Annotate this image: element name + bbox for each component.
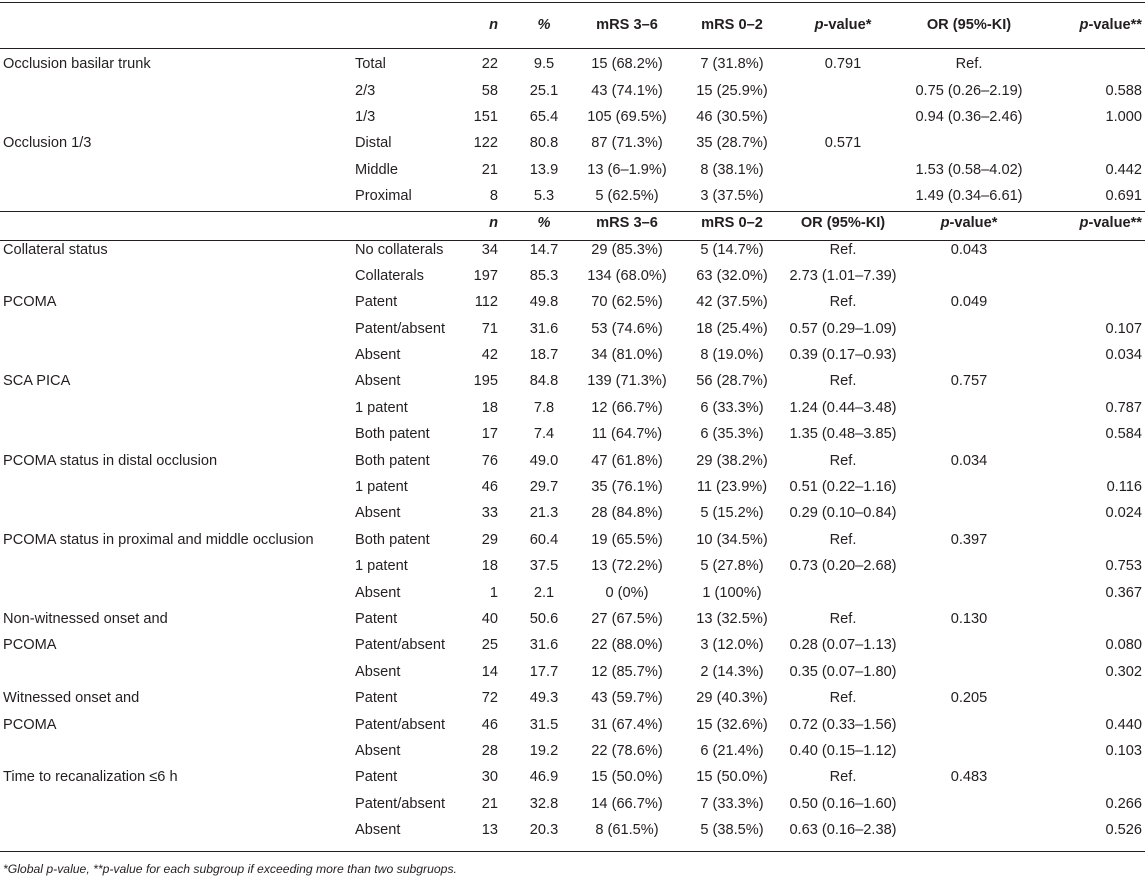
cell-a: 43 (59.7%) xyxy=(591,690,663,707)
table-row xyxy=(0,685,1145,711)
cell-label: PCOMA xyxy=(3,637,57,654)
cell-pct: 80.8 xyxy=(529,135,559,152)
cell-b: 8 (19.0%) xyxy=(700,347,764,364)
table-row xyxy=(0,606,1145,632)
cell-e: 0.080 xyxy=(1105,637,1142,654)
cell-d xyxy=(902,659,1036,685)
cell-sub: Patent xyxy=(355,294,398,311)
cell-e xyxy=(1036,685,1142,711)
cell-sub: Distal xyxy=(355,135,392,152)
cell-sub: Collaterals xyxy=(355,267,424,284)
cell-b: 42 (37.5%) xyxy=(696,294,768,311)
table-row xyxy=(0,421,1145,447)
cell-c: 0.791 xyxy=(824,56,862,73)
section2-body xyxy=(0,236,1145,843)
cell-b: 6 (33.3%) xyxy=(700,399,764,416)
cell-d: 0.049 xyxy=(950,294,988,311)
cell-pct: 7.8 xyxy=(533,399,555,416)
table-row xyxy=(0,263,1145,289)
cell-pct: 9.5 xyxy=(533,56,555,73)
cell-c: 0.51 (0.22–1.16) xyxy=(789,479,897,496)
cell-b: 7 (31.8%) xyxy=(700,56,764,73)
cell-e: 0.691 xyxy=(1105,188,1142,205)
cell-label: Occlusion basilar trunk xyxy=(3,56,151,73)
cell-pct: 49.3 xyxy=(529,690,559,707)
cell-n: 71 xyxy=(481,320,498,337)
cell-c: 0.72 (0.33–1.56) xyxy=(789,716,897,733)
cell-e xyxy=(1036,368,1142,394)
cell-n: 14 xyxy=(481,663,498,680)
cell-c: Ref. xyxy=(829,531,857,548)
col-or: OR (95%-KI) xyxy=(926,16,1012,33)
cell-b: 15 (25.9%) xyxy=(696,82,768,99)
col-pvalue-subgroup: p -value** xyxy=(1079,214,1142,231)
table-row xyxy=(0,817,1145,843)
cell-sub: Absent xyxy=(355,663,401,680)
cell-d xyxy=(902,711,1036,737)
cell-label: Non-witnessed onset and xyxy=(3,611,168,627)
cell-b: 5 (27.8%) xyxy=(700,558,764,575)
col-mrs02: mRS 0–2 xyxy=(701,16,763,33)
cell-pct: 20.3 xyxy=(529,822,559,839)
cell-pct: 13.9 xyxy=(529,161,559,178)
cell-d xyxy=(902,500,1036,526)
cell-label: PCOMA status in proximal and middle occlusion xyxy=(3,531,314,548)
cell-e xyxy=(1036,447,1142,473)
cell-n: 18 xyxy=(481,558,498,575)
cell-b: 29 (40.3%) xyxy=(696,690,768,707)
cell-label: SCA PICA xyxy=(3,373,71,390)
cell-label: Time to recanalization ≤6 h xyxy=(3,769,178,786)
cell-pct: 32.8 xyxy=(529,795,559,812)
cell-sub: Both patent xyxy=(355,426,430,443)
cell-c: Ref. xyxy=(829,373,857,390)
cell-label: PCOMA status in distal occlusion xyxy=(3,452,218,469)
cell-pct: 49.0 xyxy=(529,452,559,469)
cell-b: 6 (21.4%) xyxy=(700,742,764,759)
cell-n: 30 xyxy=(481,769,498,786)
cell-a: 47 (61.8%) xyxy=(591,452,663,469)
cell-pct: 19.2 xyxy=(529,742,559,759)
cell-b: 5 (38.5%) xyxy=(700,822,764,839)
table-row xyxy=(0,738,1145,764)
cell-pct: 65.4 xyxy=(529,108,559,125)
cell-a: 22 (78.6%) xyxy=(591,742,663,759)
col-n: n xyxy=(489,214,498,231)
cell-e: 0.107 xyxy=(1105,320,1142,337)
cell-a: 27 (67.5%) xyxy=(591,611,663,627)
cell-pct: 50.6 xyxy=(529,611,559,627)
cell-e: 1.000 xyxy=(1105,108,1142,125)
bottom-rule xyxy=(0,851,1145,852)
cell-a: 14 (66.7%) xyxy=(591,795,663,812)
cell-sub: Absent xyxy=(355,505,401,522)
cell-e xyxy=(1036,764,1142,790)
cell-sub: Absent xyxy=(355,584,401,601)
cell-e: 0.584 xyxy=(1105,426,1142,443)
cell-a: 70 (62.5%) xyxy=(591,294,663,311)
col-n: n xyxy=(489,16,498,33)
cell-d: 0.75 (0.26–2.19) xyxy=(915,82,1023,99)
cell-sub: Patent/absent xyxy=(355,637,446,654)
cell-a: 11 (64.7%) xyxy=(591,426,663,443)
cell-n: 195 xyxy=(473,373,498,390)
cell-d xyxy=(902,316,1036,342)
cell-c: 0.39 (0.17–0.93) xyxy=(789,347,897,364)
cell-c: Ref. xyxy=(829,690,857,707)
cell-n: 18 xyxy=(481,399,498,416)
cell-c: 0.73 (0.20–2.68) xyxy=(789,558,897,575)
cell-e: 0.588 xyxy=(1105,82,1142,99)
cell-a: 87 (71.3%) xyxy=(591,135,663,152)
cell-b: 15 (50.0%) xyxy=(696,769,768,786)
footnote: *Global p-value, **p-value for each subgroup if exceeding more than two subgruops. xyxy=(3,862,457,876)
cell-d: 0.034 xyxy=(950,452,988,469)
cell-d xyxy=(902,579,1036,605)
cell-sub: Both patent xyxy=(355,531,430,548)
cell-pct: 85.3 xyxy=(529,267,559,284)
cell-sub: 1/3 xyxy=(355,108,376,125)
cell-a: 29 (85.3%) xyxy=(591,241,663,258)
cell-n: 13 xyxy=(481,822,498,839)
col-pvalue-global: p -value* xyxy=(814,16,872,33)
cell-d: 0.397 xyxy=(950,531,988,548)
cell-d xyxy=(902,738,1036,764)
cell-c: 1.24 (0.44–3.48) xyxy=(789,399,897,416)
cell-c: Ref. xyxy=(829,241,857,258)
cell-c: 2.73 (1.01–7.39) xyxy=(789,267,897,284)
cell-n: 1 xyxy=(489,584,498,601)
cell-n: 33 xyxy=(481,505,498,522)
cell-n: 22 xyxy=(481,56,498,73)
cell-sub: Patent xyxy=(355,690,398,707)
cell-sub: Middle xyxy=(355,161,398,178)
cell-a: 13 (72.2%) xyxy=(591,558,663,575)
cell-n: 8 xyxy=(489,188,498,205)
cell-a: 31 (67.4%) xyxy=(591,716,663,733)
cell-d xyxy=(902,421,1036,447)
cell-a: 13 (6–1.9%) xyxy=(587,161,667,178)
cell-sub: Absent xyxy=(355,373,401,390)
cell-c: 1.35 (0.48–3.85) xyxy=(789,426,897,443)
cell-e xyxy=(1036,263,1142,289)
cell-pct: 84.8 xyxy=(529,373,559,390)
cell-b: 7 (33.3%) xyxy=(700,795,764,812)
cell-n: 72 xyxy=(481,690,498,707)
cell-e xyxy=(1036,606,1142,632)
cell-a: 5 (62.5%) xyxy=(595,188,659,205)
cell-pct: 18.7 xyxy=(529,347,559,364)
cell-d xyxy=(902,791,1036,817)
cell-b: 3 (37.5%) xyxy=(700,188,764,205)
cell-d: 0.757 xyxy=(950,373,988,390)
table-row xyxy=(0,711,1145,737)
cell-pct: 7.4 xyxy=(533,426,555,443)
cell-n: 76 xyxy=(481,452,498,469)
cell-a: 12 (85.7%) xyxy=(591,663,663,680)
cell-n: 28 xyxy=(481,742,498,759)
cell-b: 6 (35.3%) xyxy=(700,426,764,443)
cell-label: PCOMA xyxy=(3,294,57,311)
cell-a: 35 (76.1%) xyxy=(591,479,663,496)
cell-c: 0.571 xyxy=(824,135,862,152)
cell-d xyxy=(902,553,1036,579)
cell-e: 0.442 xyxy=(1105,161,1142,178)
cell-n: 40 xyxy=(481,611,498,627)
cell-d xyxy=(902,130,1036,156)
col-mrs36: mRS 3–6 xyxy=(596,214,658,231)
cell-c xyxy=(784,77,902,103)
cell-pct: 31.6 xyxy=(529,637,559,654)
cell-b: 1 (100%) xyxy=(702,584,762,601)
cell-pct: 14.7 xyxy=(529,241,559,258)
col-pct: % xyxy=(537,214,551,231)
cell-pct: 29.7 xyxy=(529,479,559,496)
cell-d: 1.49 (0.34–6.61) xyxy=(915,188,1023,205)
cell-c xyxy=(784,183,902,209)
cell-e: 0.367 xyxy=(1105,584,1142,601)
table-row xyxy=(0,183,1145,209)
cell-d xyxy=(902,474,1036,500)
cell-sub: Patent/absent xyxy=(355,716,446,733)
cell-n: 122 xyxy=(473,135,498,152)
cell-e: 0.302 xyxy=(1105,663,1142,680)
table-row xyxy=(0,632,1145,658)
cell-pct: 37.5 xyxy=(529,558,559,575)
cell-e: 0.103 xyxy=(1105,742,1142,759)
cell-sub: Proximal xyxy=(355,188,412,205)
cell-b: 2 (14.3%) xyxy=(700,663,764,680)
table-row xyxy=(0,289,1145,315)
section1-header xyxy=(0,3,1145,46)
cell-e: 0.526 xyxy=(1105,822,1142,839)
cell-d: 0.205 xyxy=(950,690,988,707)
cell-pct: 31.6 xyxy=(529,320,559,337)
cell-b: 35 (28.7%) xyxy=(696,135,768,152)
table-row xyxy=(0,527,1145,553)
cell-a: 28 (84.8%) xyxy=(591,505,663,522)
cell-sub: Patent xyxy=(355,611,398,627)
cell-b: 5 (14.7%) xyxy=(700,241,764,258)
cell-pct: 49.8 xyxy=(529,294,559,311)
cell-a: 15 (68.2%) xyxy=(591,56,663,73)
cell-n: 25 xyxy=(481,637,498,654)
cell-e xyxy=(1036,236,1142,262)
cell-c: 0.28 (0.07–1.13) xyxy=(789,637,897,654)
cell-a: 0 (0%) xyxy=(605,584,649,601)
cell-pct: 2.1 xyxy=(533,584,555,601)
cell-a: 8 (61.5%) xyxy=(595,822,659,839)
cell-n: 58 xyxy=(481,82,498,99)
table-row xyxy=(0,791,1145,817)
cell-pct: 25.1 xyxy=(529,82,559,99)
cell-c: Ref. xyxy=(829,294,857,311)
cell-b: 13 (32.5%) xyxy=(696,611,768,627)
table-row xyxy=(0,764,1145,790)
cell-label: Collateral status xyxy=(3,241,108,258)
section2-header xyxy=(0,209,1145,236)
table-row xyxy=(0,316,1145,342)
cell-pct: 17.7 xyxy=(529,663,559,680)
cell-b: 63 (32.0%) xyxy=(696,267,768,284)
cell-pct: 60.4 xyxy=(529,531,559,548)
col-mrs02: mRS 0–2 xyxy=(701,214,763,231)
cell-label: Occlusion 1/3 xyxy=(3,135,92,152)
cell-d xyxy=(902,395,1036,421)
cell-a: 139 (71.3%) xyxy=(587,373,667,390)
cell-e: 0.266 xyxy=(1105,795,1142,812)
cell-n: 42 xyxy=(481,347,498,364)
cell-sub: Absent xyxy=(355,822,401,839)
cell-c xyxy=(784,579,902,605)
cell-n: 21 xyxy=(481,161,498,178)
table-row xyxy=(0,368,1145,394)
cell-c: 0.40 (0.15–1.12) xyxy=(789,742,897,759)
cell-c: 0.50 (0.16–1.60) xyxy=(789,795,897,812)
cell-d: 0.94 (0.36–2.46) xyxy=(915,108,1023,125)
cell-n: 151 xyxy=(473,108,498,125)
cell-sub: 2/3 xyxy=(355,82,376,99)
cell-n: 21 xyxy=(481,795,498,812)
cell-e: 0.034 xyxy=(1105,347,1142,364)
cell-a: 12 (66.7%) xyxy=(591,399,663,416)
cell-sub: No collaterals xyxy=(355,241,444,258)
col-pvalue-global: p -value* xyxy=(940,214,998,231)
cell-e: 0.787 xyxy=(1105,399,1142,416)
table-row xyxy=(0,474,1145,500)
cell-d xyxy=(902,632,1036,658)
cell-b: 46 (30.5%) xyxy=(696,108,768,125)
cell-sub: 1 patent xyxy=(355,479,408,496)
cell-e: 0.753 xyxy=(1105,558,1142,575)
cell-pct: 5.3 xyxy=(533,188,555,205)
cell-sub: Patent/absent xyxy=(355,795,446,812)
table-row xyxy=(0,447,1145,473)
cell-d: 0.483 xyxy=(950,769,988,786)
cell-d xyxy=(902,817,1036,843)
cell-a: 22 (88.0%) xyxy=(591,637,663,654)
cell-e xyxy=(1036,527,1142,553)
cell-b: 18 (25.4%) xyxy=(696,320,768,337)
cell-pct: 46.9 xyxy=(529,769,559,786)
cell-a: 53 (74.6%) xyxy=(591,320,663,337)
section1-body xyxy=(0,51,1145,209)
cell-e xyxy=(1036,130,1142,156)
cell-n: 34 xyxy=(481,241,498,258)
cell-c: Ref. xyxy=(829,611,857,627)
cell-d: Ref. xyxy=(955,56,983,73)
table-row xyxy=(0,157,1145,183)
cell-c xyxy=(784,104,902,130)
cell-e: 0.116 xyxy=(1106,479,1142,496)
cell-c: 0.63 (0.16–2.38) xyxy=(789,822,897,839)
cell-c: Ref. xyxy=(829,769,857,786)
cell-sub: 1 patent xyxy=(355,558,408,575)
table-row xyxy=(0,342,1145,368)
cell-n: 112 xyxy=(474,294,498,311)
col-pct: % xyxy=(537,16,551,33)
cell-b: 15 (32.6%) xyxy=(696,716,768,733)
table-row xyxy=(0,51,1145,77)
cell-e xyxy=(1036,51,1142,77)
cell-sub: Both patent xyxy=(355,452,430,469)
cell-a: 15 (50.0%) xyxy=(591,769,663,786)
cell-a: 34 (81.0%) xyxy=(591,347,663,364)
table-row xyxy=(0,579,1145,605)
cell-a: 134 (68.0%) xyxy=(587,267,667,284)
cell-pct: 21.3 xyxy=(529,505,559,522)
cell-c xyxy=(784,157,902,183)
cell-sub: Absent xyxy=(355,742,401,759)
cell-n: 46 xyxy=(481,716,498,733)
cell-sub: Patent xyxy=(355,769,398,786)
cell-b: 10 (34.5%) xyxy=(696,531,768,548)
cell-n: 17 xyxy=(481,426,498,443)
table-row xyxy=(0,500,1145,526)
cell-b: 56 (28.7%) xyxy=(696,373,768,390)
cell-sub: Patent/absent xyxy=(355,320,446,337)
cell-a: 105 (69.5%) xyxy=(587,108,667,125)
cell-b: 8 (38.1%) xyxy=(700,161,764,178)
table-row xyxy=(0,659,1145,685)
table-row xyxy=(0,395,1145,421)
cell-n: 46 xyxy=(481,479,498,496)
col-pvalue-subgroup: p -value** xyxy=(1079,16,1142,33)
table-row xyxy=(0,104,1145,130)
cell-sub: Absent xyxy=(355,347,401,364)
cell-d xyxy=(902,263,1036,289)
cell-c: 0.35 (0.07–1.80) xyxy=(789,663,897,680)
cell-c: 0.57 (0.29–1.09) xyxy=(789,320,897,337)
cell-n: 29 xyxy=(481,531,498,548)
cell-e xyxy=(1036,289,1142,315)
cell-b: 29 (38.2%) xyxy=(696,452,768,469)
cell-sub: 1 patent xyxy=(355,399,408,416)
table-row xyxy=(0,236,1145,262)
cell-d: 0.130 xyxy=(950,611,988,627)
cell-e: 0.024 xyxy=(1105,505,1142,522)
cell-c: Ref. xyxy=(829,452,857,469)
col-or: OR (95%-KI) xyxy=(800,214,886,231)
cell-pct: 31.5 xyxy=(529,716,559,733)
cell-b: 5 (15.2%) xyxy=(700,505,764,522)
cell-sub: Total xyxy=(355,56,386,73)
cell-d xyxy=(902,342,1036,368)
header-rule xyxy=(0,48,1145,49)
cell-n: 197 xyxy=(473,267,498,284)
cell-c: 0.29 (0.10–0.84) xyxy=(789,505,897,522)
col-mrs36: mRS 3–6 xyxy=(596,16,658,33)
cell-a: 19 (65.5%) xyxy=(591,531,663,548)
table-row xyxy=(0,77,1145,103)
cell-b: 3 (12.0%) xyxy=(700,637,764,654)
cell-label: Witnessed onset and xyxy=(3,690,140,707)
table-row xyxy=(0,553,1145,579)
cell-d: 1.53 (0.58–4.02) xyxy=(915,161,1023,178)
cell-d: 0.043 xyxy=(950,241,988,258)
cell-b: 11 (23.9%) xyxy=(696,479,768,496)
cell-a: 43 (74.1%) xyxy=(591,82,663,99)
cell-label: PCOMA xyxy=(3,716,57,733)
cell-e: 0.440 xyxy=(1105,716,1142,733)
table-row xyxy=(0,130,1145,156)
